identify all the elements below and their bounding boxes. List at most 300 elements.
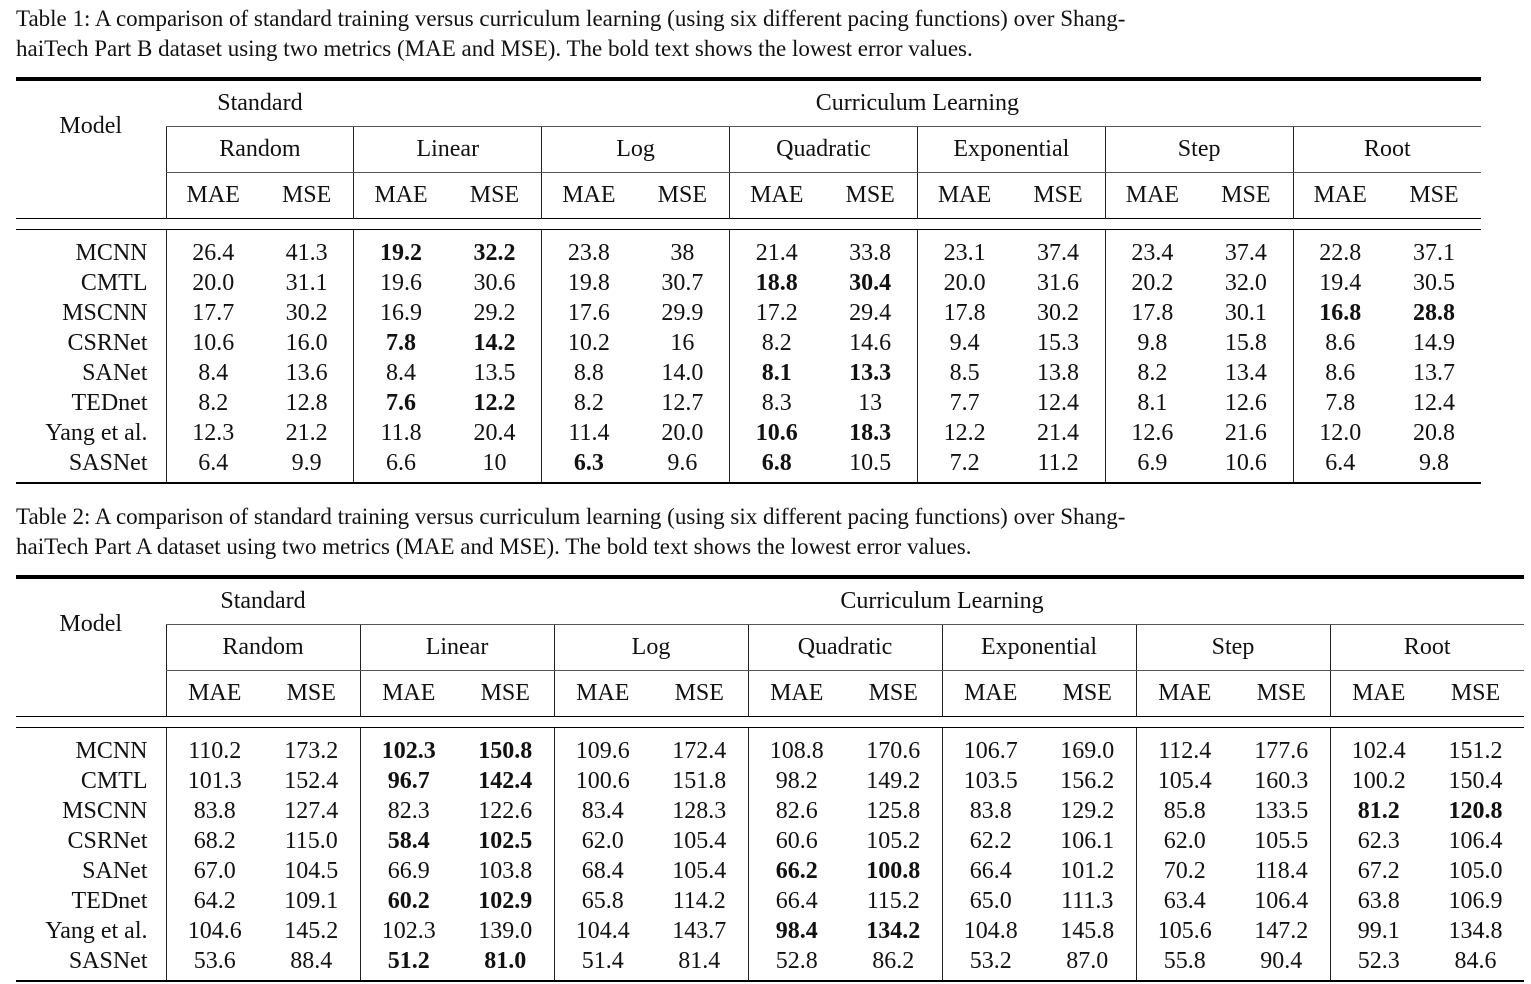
table-cell: 105.5 bbox=[1254, 828, 1309, 854]
table-cell: 20.8 bbox=[1412, 420, 1455, 446]
metric-header-mse: MSE bbox=[281, 182, 332, 208]
table-cell: 109.1 bbox=[284, 888, 339, 914]
table-cell: 102.9 bbox=[478, 888, 533, 914]
group-header-log: Log bbox=[554, 625, 748, 671]
table-cell: 99.1 bbox=[1330, 916, 1427, 946]
table-cell: 20.2 bbox=[1105, 268, 1199, 298]
table-cell: 67.2 bbox=[1330, 856, 1427, 886]
table-cell: 63.8 bbox=[1330, 886, 1427, 916]
curriculum-learning-header: Curriculum Learning bbox=[354, 81, 1481, 127]
table-cell: 16.8 bbox=[1293, 298, 1387, 328]
table-cell: 88.4 bbox=[290, 948, 333, 974]
table-cell: 12.2 bbox=[473, 390, 516, 416]
table-cell: 104.8 bbox=[942, 916, 1039, 946]
table-cell: 115.0 bbox=[284, 828, 338, 854]
table-cell: 20.0 bbox=[166, 268, 260, 298]
table-cell: 83.8 bbox=[942, 796, 1039, 826]
table-cell: 12.6 bbox=[1224, 390, 1267, 416]
metric-header-mae: MAE bbox=[166, 671, 263, 717]
table-cell: 8.8 bbox=[542, 358, 636, 388]
table-cell: 20.0 bbox=[661, 420, 704, 446]
table-cell: 37.4 bbox=[1037, 240, 1079, 266]
table-cell: 14.0 bbox=[661, 360, 704, 386]
metric-header-mae: MAE bbox=[354, 173, 448, 219]
metric-header-mse: MSE bbox=[1221, 182, 1271, 208]
table-cell: 10.6 bbox=[1224, 450, 1267, 476]
table-cell: 84.6 bbox=[1454, 948, 1497, 974]
table-cell: 16 bbox=[670, 330, 695, 356]
table-cell: 11.2 bbox=[1037, 450, 1079, 476]
table-cell: 51.2 bbox=[360, 946, 457, 976]
table-cell: 23.4 bbox=[1105, 238, 1199, 268]
table-cell: 30.7 bbox=[661, 270, 704, 296]
table-cell: 16.0 bbox=[285, 330, 328, 356]
table-cell: 29.4 bbox=[849, 300, 892, 326]
table-cell: 125.8 bbox=[866, 798, 921, 824]
table-cell: 17.2 bbox=[730, 298, 824, 328]
group-header-random: Random bbox=[166, 127, 354, 173]
table-cell: 62.2 bbox=[942, 826, 1039, 856]
metric-header-mse: MSE bbox=[868, 680, 918, 706]
table-cell: 142.4 bbox=[478, 768, 533, 794]
model-name: SANet bbox=[82, 858, 148, 884]
table-cell: 143.7 bbox=[672, 918, 727, 944]
header-row-2 bbox=[16, 625, 1524, 671]
table-cell: 14.9 bbox=[1412, 330, 1455, 356]
model-name: SANet bbox=[82, 360, 148, 386]
table-cell: 13 bbox=[858, 390, 883, 416]
table-cell: 60.6 bbox=[748, 826, 845, 856]
table-cell: 62.3 bbox=[1330, 826, 1427, 856]
table-cell: 41.3 bbox=[285, 240, 328, 266]
table-cell: 62.0 bbox=[554, 826, 651, 856]
table-cell: 83.8 bbox=[166, 796, 263, 826]
table-2-caption-line-1: Table 2: A comparison of standard training versus curriculum learning (using six different pacing functions) over Shang- bbox=[16, 504, 1126, 529]
table-cell: 109.6 bbox=[554, 736, 651, 766]
table-1-caption-line-1: Table 1: A comparison of standard training versus curriculum learning (using six different pacing functions) over Shang- bbox=[16, 6, 1126, 31]
table-cell: 101.2 bbox=[1060, 858, 1115, 884]
table-cell: 32.0 bbox=[1224, 270, 1267, 296]
table-cell: 12.7 bbox=[661, 390, 704, 416]
table-cell: 82.6 bbox=[748, 796, 845, 826]
metric-header-mse: MSE bbox=[286, 680, 336, 706]
table-cell: 12.0 bbox=[1293, 418, 1387, 448]
table-cell: 10.5 bbox=[849, 450, 892, 476]
table-row bbox=[16, 856, 1524, 886]
table-cell: 111.3 bbox=[1061, 888, 1114, 914]
table-cell: 169.0 bbox=[1060, 738, 1115, 764]
table-cell: 145.8 bbox=[1060, 918, 1115, 944]
table-2-caption-line-2: haiTech Part A dataset using two metrics (MAE and MSE). The bold text shows the lowest error values. bbox=[16, 534, 972, 559]
group-header-linear: Linear bbox=[360, 625, 554, 671]
table-cell: 51.4 bbox=[554, 946, 651, 976]
model-name: TEDnet bbox=[71, 390, 148, 416]
table-cell: 8.4 bbox=[354, 358, 448, 388]
table-cell: 13.5 bbox=[473, 360, 516, 386]
table-cell: 103.5 bbox=[942, 766, 1039, 796]
table-cell: 6.6 bbox=[354, 448, 448, 478]
table-cell: 172.4 bbox=[672, 738, 727, 764]
table-cell: 19.4 bbox=[1293, 268, 1387, 298]
group-header-root: Root bbox=[1330, 625, 1524, 671]
table-cell: 106.1 bbox=[1060, 828, 1115, 854]
table-cell: 53.6 bbox=[166, 946, 263, 976]
table-cell: 7.2 bbox=[917, 448, 1011, 478]
table-cell: 37.1 bbox=[1412, 240, 1455, 266]
group-header-exponential: Exponential bbox=[942, 625, 1136, 671]
table-cell: 30.1 bbox=[1224, 300, 1267, 326]
table-cell: 105.6 bbox=[1136, 916, 1233, 946]
table-cell: 100.6 bbox=[554, 766, 651, 796]
table-cell: 17.8 bbox=[917, 298, 1011, 328]
table-cell: 31.6 bbox=[1037, 270, 1079, 296]
table-row bbox=[16, 448, 1481, 478]
table-1 bbox=[16, 77, 1481, 484]
metric-header-mse: MSE bbox=[1409, 182, 1459, 208]
table-cell: 30.6 bbox=[473, 270, 516, 296]
table-cell: 127.4 bbox=[284, 798, 339, 824]
model-name: MCNN bbox=[75, 240, 148, 266]
group-header-random: Random bbox=[166, 625, 360, 671]
table-cell: 30.4 bbox=[849, 270, 892, 296]
table-cell: 68.2 bbox=[166, 826, 263, 856]
table-cell: 134.8 bbox=[1448, 918, 1503, 944]
table-cell: 145.2 bbox=[284, 918, 339, 944]
table-cell: 81.4 bbox=[678, 948, 721, 974]
table-2 bbox=[16, 575, 1524, 982]
table-cell: 115.2 bbox=[866, 888, 920, 914]
metric-header-mse: MSE bbox=[1033, 182, 1083, 208]
table-cell: 7.7 bbox=[917, 388, 1011, 418]
table-cell: 29.2 bbox=[473, 300, 516, 326]
metric-header-mse: MSE bbox=[845, 182, 895, 208]
table-cell: 13.8 bbox=[1037, 360, 1079, 386]
header-row-2 bbox=[16, 127, 1481, 173]
table-cell: 10.6 bbox=[730, 418, 824, 448]
table-cell: 9.6 bbox=[667, 450, 698, 476]
metric-header-mse: MSE bbox=[1062, 680, 1112, 706]
table-cell: 106.4 bbox=[1254, 888, 1309, 914]
table-cell: 17.6 bbox=[542, 298, 636, 328]
table-cell: 98.4 bbox=[748, 916, 845, 946]
metric-header-mae: MAE bbox=[1293, 173, 1387, 219]
model-name: CMTL bbox=[80, 270, 148, 296]
table-cell: 103.8 bbox=[478, 858, 533, 884]
table-cell: 102.4 bbox=[1330, 736, 1427, 766]
table-cell: 31.1 bbox=[285, 270, 328, 296]
metric-header-mse: MSE bbox=[480, 680, 530, 706]
table-cell: 10.6 bbox=[166, 328, 260, 358]
table-cell: 83.4 bbox=[554, 796, 651, 826]
table-cell: 19.2 bbox=[354, 238, 448, 268]
table-cell: 11.4 bbox=[542, 418, 636, 448]
table-cell: 6.8 bbox=[730, 448, 824, 478]
standard-header: Standard bbox=[166, 579, 360, 625]
table-1-caption bbox=[16, 4, 1376, 64]
table-cell: 8.1 bbox=[1105, 388, 1199, 418]
table-cell: 105.2 bbox=[866, 828, 921, 854]
table-cell: 85.8 bbox=[1136, 796, 1233, 826]
group-header-step: Step bbox=[1136, 625, 1330, 671]
table-cell: 173.2 bbox=[284, 738, 339, 764]
table-cell: 13.4 bbox=[1224, 360, 1267, 386]
table-cell: 13.6 bbox=[285, 360, 328, 386]
table-cell: 21.4 bbox=[1037, 420, 1079, 446]
table-cell: 7.8 bbox=[1293, 388, 1387, 418]
header-row-3 bbox=[16, 671, 1524, 717]
table-cell: 6.9 bbox=[1105, 448, 1199, 478]
model-name: CSRNet bbox=[67, 330, 148, 356]
table-cell: 63.4 bbox=[1136, 886, 1233, 916]
table-cell: 30.2 bbox=[285, 300, 328, 326]
table-cell: 8.2 bbox=[730, 328, 824, 358]
model-header: Model bbox=[59, 611, 123, 638]
group-header-quadratic: Quadratic bbox=[748, 625, 942, 671]
table-cell: 23.8 bbox=[542, 238, 636, 268]
table-cell: 105.4 bbox=[672, 828, 727, 854]
model-header-spacer bbox=[16, 173, 166, 219]
table-cell: 81.0 bbox=[484, 948, 527, 974]
table-cell: 98.2 bbox=[748, 766, 845, 796]
table-cell: 139.0 bbox=[478, 918, 533, 944]
table-cell: 112.4 bbox=[1136, 736, 1233, 766]
table-row bbox=[16, 358, 1481, 388]
table-cell: 106.9 bbox=[1448, 888, 1503, 914]
table-cell: 149.2 bbox=[866, 768, 921, 794]
table-2-caption bbox=[16, 502, 1376, 562]
table-cell: 15.8 bbox=[1224, 330, 1267, 356]
table-cell: 108.8 bbox=[748, 736, 845, 766]
results-table bbox=[16, 575, 1524, 982]
table-cell: 105.4 bbox=[1136, 766, 1233, 796]
table-cell: 58.4 bbox=[360, 826, 457, 856]
table-cell: 102.3 bbox=[360, 736, 457, 766]
table-cell: 60.2 bbox=[360, 886, 457, 916]
table-cell: 65.8 bbox=[554, 886, 651, 916]
table-cell: 19.8 bbox=[542, 268, 636, 298]
table-cell: 151.2 bbox=[1448, 738, 1503, 764]
table-cell: 66.4 bbox=[748, 886, 845, 916]
table-cell: 10.2 bbox=[542, 328, 636, 358]
table-cell: 177.6 bbox=[1254, 738, 1309, 764]
model-name: SASNet bbox=[68, 948, 148, 974]
table-cell: 87.0 bbox=[1066, 948, 1109, 974]
table-row bbox=[16, 298, 1481, 328]
metric-header-mse: MSE bbox=[1256, 680, 1306, 706]
table-cell: 118.4 bbox=[1254, 858, 1308, 884]
table-cell: 110.2 bbox=[166, 736, 263, 766]
metric-header-mae: MAE bbox=[1136, 671, 1233, 717]
table-cell: 66.4 bbox=[942, 856, 1039, 886]
table-cell: 32.2 bbox=[473, 240, 516, 266]
table-cell: 106.7 bbox=[942, 736, 1039, 766]
table-cell: 105.4 bbox=[672, 858, 727, 884]
table-cell: 10 bbox=[482, 450, 507, 476]
curriculum-learning-header: Curriculum Learning bbox=[360, 579, 1524, 625]
metric-header-mse: MSE bbox=[469, 182, 520, 208]
model-name: MSCNN bbox=[62, 300, 148, 326]
table-cell: 53.2 bbox=[942, 946, 1039, 976]
table-cell: 8.2 bbox=[1105, 358, 1199, 388]
table-cell: 28.8 bbox=[1412, 300, 1455, 326]
table-cell: 8.1 bbox=[730, 358, 824, 388]
table-cell: 6.4 bbox=[166, 448, 260, 478]
table-cell: 68.4 bbox=[554, 856, 651, 886]
metric-header-mae: MAE bbox=[1105, 173, 1199, 219]
model-name: SASNet bbox=[68, 450, 148, 476]
table-cell: 101.3 bbox=[166, 766, 263, 796]
metric-header-mse: MSE bbox=[674, 680, 724, 706]
table-cell: 20.4 bbox=[473, 420, 516, 446]
table-cell: 81.2 bbox=[1330, 796, 1427, 826]
table-cell: 67.0 bbox=[166, 856, 263, 886]
table-cell: 96.7 bbox=[360, 766, 457, 796]
model-name: CSRNet bbox=[67, 828, 148, 854]
table-cell: 104.4 bbox=[554, 916, 651, 946]
metric-header-mae: MAE bbox=[360, 671, 457, 717]
model-header: Model bbox=[59, 113, 123, 140]
table-row bbox=[16, 826, 1524, 856]
model-name: MSCNN bbox=[62, 798, 148, 824]
table-cell: 102.3 bbox=[360, 916, 457, 946]
table-cell: 11.8 bbox=[354, 418, 448, 448]
table-cell: 7.6 bbox=[354, 388, 448, 418]
metric-header-mae: MAE bbox=[166, 173, 260, 219]
table-cell: 7.8 bbox=[354, 328, 448, 358]
table-cell: 18.3 bbox=[849, 420, 892, 446]
table-cell: 150.8 bbox=[478, 738, 533, 764]
table-cell: 6.3 bbox=[542, 448, 636, 478]
table-cell: 160.3 bbox=[1254, 768, 1309, 794]
table-cell: 20.0 bbox=[917, 268, 1011, 298]
table-cell: 12.4 bbox=[1412, 390, 1455, 416]
metric-header-mae: MAE bbox=[917, 173, 1011, 219]
metric-header-mae: MAE bbox=[542, 173, 636, 219]
table-row bbox=[16, 418, 1481, 448]
table-cell: 19.6 bbox=[354, 268, 448, 298]
table-cell: 33.8 bbox=[849, 240, 892, 266]
table-cell: 62.0 bbox=[1136, 826, 1233, 856]
table-row bbox=[16, 886, 1524, 916]
table-cell: 26.4 bbox=[166, 238, 260, 268]
model-name: Yang et al. bbox=[45, 918, 148, 944]
metric-header-mse: MSE bbox=[657, 182, 707, 208]
table-cell: 100.8 bbox=[866, 858, 921, 884]
standard-header: Standard bbox=[166, 81, 354, 127]
table-cell: 17.7 bbox=[166, 298, 260, 328]
table-cell: 21.4 bbox=[730, 238, 824, 268]
table-cell: 105.0 bbox=[1448, 858, 1503, 884]
table-row bbox=[16, 916, 1524, 946]
table-cell: 120.8 bbox=[1448, 798, 1503, 824]
table-row bbox=[16, 268, 1481, 298]
table-cell: 100.2 bbox=[1330, 766, 1427, 796]
table-cell: 90.4 bbox=[1260, 948, 1303, 974]
table-cell: 170.6 bbox=[866, 738, 921, 764]
table-1-caption-line-2: haiTech Part B dataset using two metrics (MAE and MSE). The bold text shows the lowest error values. bbox=[16, 36, 973, 61]
table-cell: 8.4 bbox=[166, 358, 260, 388]
table-cell: 52.3 bbox=[1330, 946, 1427, 976]
table-row bbox=[16, 328, 1481, 358]
table-cell: 6.4 bbox=[1293, 448, 1387, 478]
table-cell: 9.9 bbox=[291, 450, 322, 476]
table-cell: 12.6 bbox=[1105, 418, 1199, 448]
table-cell: 8.6 bbox=[1293, 328, 1387, 358]
table-cell: 150.4 bbox=[1448, 768, 1503, 794]
group-header-step: Step bbox=[1105, 127, 1293, 173]
table-cell: 15.3 bbox=[1037, 330, 1079, 356]
table-cell: 13.7 bbox=[1412, 360, 1455, 386]
table-cell: 8.2 bbox=[166, 388, 260, 418]
table-cell: 8.5 bbox=[917, 358, 1011, 388]
table-cell: 9.4 bbox=[917, 328, 1011, 358]
table-cell: 8.2 bbox=[542, 388, 636, 418]
table-cell: 152.4 bbox=[284, 768, 339, 794]
model-header-spacer bbox=[16, 671, 166, 717]
table-cell: 66.9 bbox=[360, 856, 457, 886]
table-cell: 14.2 bbox=[473, 330, 516, 356]
results-table bbox=[16, 77, 1481, 484]
metric-header-mae: MAE bbox=[554, 671, 651, 717]
table-row bbox=[16, 946, 1524, 976]
table-cell: 21.2 bbox=[285, 420, 328, 446]
table-cell: 114.2 bbox=[672, 888, 726, 914]
metric-header-mae: MAE bbox=[942, 671, 1039, 717]
table-cell: 9.8 bbox=[1105, 328, 1199, 358]
table-cell: 64.2 bbox=[166, 886, 263, 916]
table-cell: 12.4 bbox=[1037, 390, 1079, 416]
table-cell: 128.3 bbox=[672, 798, 727, 824]
table-row bbox=[16, 796, 1524, 826]
table-cell: 82.3 bbox=[360, 796, 457, 826]
table-cell: 104.6 bbox=[166, 916, 263, 946]
table-cell: 55.8 bbox=[1136, 946, 1233, 976]
table-cell: 16.9 bbox=[354, 298, 448, 328]
table-cell: 151.8 bbox=[672, 768, 727, 794]
group-header-exponential: Exponential bbox=[917, 127, 1105, 173]
table-cell: 21.6 bbox=[1224, 420, 1267, 446]
group-header-quadratic: Quadratic bbox=[730, 127, 918, 173]
table-cell: 37.4 bbox=[1224, 240, 1267, 266]
table-row bbox=[16, 736, 1524, 766]
table-row bbox=[16, 238, 1481, 268]
table-cell: 9.8 bbox=[1418, 450, 1449, 476]
model-name: CMTL bbox=[80, 768, 148, 794]
table-cell: 106.4 bbox=[1448, 828, 1503, 854]
table-cell: 52.8 bbox=[748, 946, 845, 976]
table-cell: 156.2 bbox=[1060, 768, 1115, 794]
table-cell: 12.2 bbox=[917, 418, 1011, 448]
table-cell: 8.3 bbox=[730, 388, 824, 418]
table-cell: 102.5 bbox=[478, 828, 533, 854]
model-name: TEDnet bbox=[71, 888, 148, 914]
table-cell: 8.6 bbox=[1293, 358, 1387, 388]
group-header-linear: Linear bbox=[354, 127, 542, 173]
metric-header-mse: MSE bbox=[1450, 680, 1501, 706]
table-cell: 29.9 bbox=[661, 300, 704, 326]
table-cell: 70.2 bbox=[1136, 856, 1233, 886]
model-name: Yang et al. bbox=[45, 420, 148, 446]
table-cell: 134.2 bbox=[866, 918, 921, 944]
header-row-3 bbox=[16, 173, 1481, 219]
metric-header-mae: MAE bbox=[730, 173, 824, 219]
group-header-log: Log bbox=[542, 127, 730, 173]
table-cell: 22.8 bbox=[1293, 238, 1387, 268]
table-cell: 13.3 bbox=[849, 360, 892, 386]
table-cell: 86.2 bbox=[872, 948, 915, 974]
table-cell: 12.8 bbox=[285, 390, 328, 416]
table-cell: 122.6 bbox=[478, 798, 533, 824]
